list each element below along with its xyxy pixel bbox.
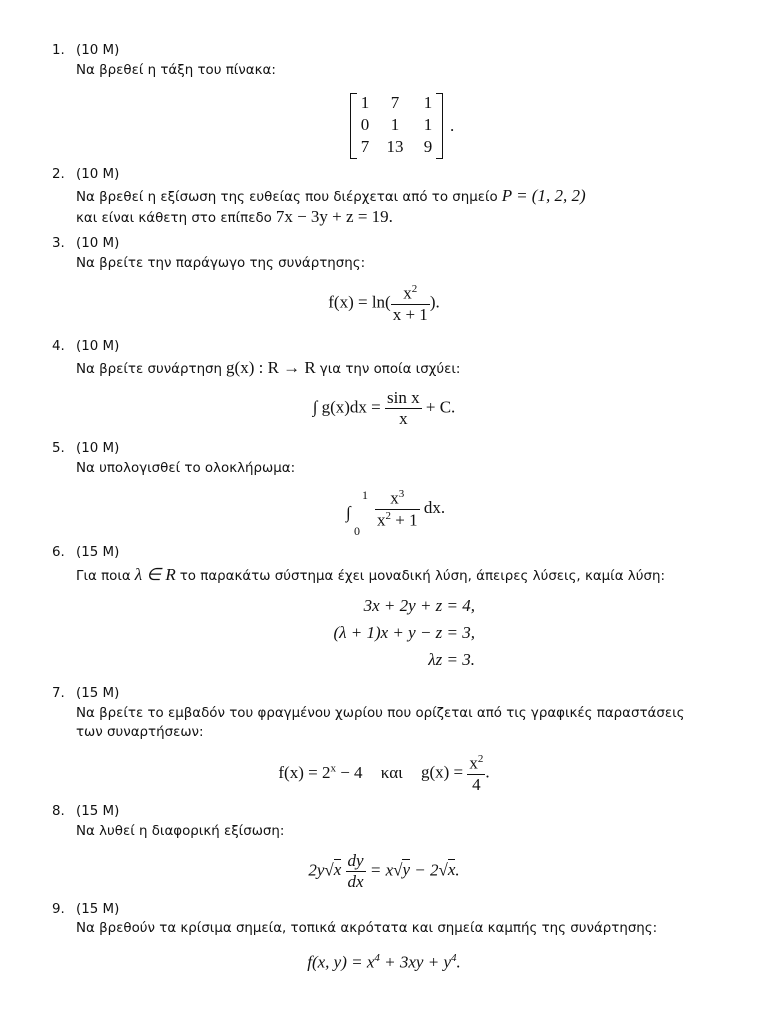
problem-7-text: Να βρείτε το εμβαδόν του φραγμένου χωρίου που ορίζεται από τις γραφικές παραστάσεις: [76, 706, 685, 721]
matrix-cell: 1: [360, 93, 370, 112]
sqrt-y: √y: [393, 860, 411, 880]
matrix-period: .: [450, 116, 455, 135]
problem-1-text: Να βρεθεί η τάξη του πίνακα:: [76, 63, 276, 78]
system-row-3: λz = 3.: [428, 650, 475, 669]
matrix-cell: 1: [390, 115, 400, 134]
eq8-mid: = x: [369, 860, 394, 880]
system-row-2: (λ + 1)x + y − z = 3,: [333, 623, 475, 642]
eq3-period: .: [435, 292, 440, 312]
function-signature: g(x) : R → R: [226, 358, 316, 377]
eq4-numerator: sin x: [387, 388, 420, 407]
problem-8-number: 8.: [52, 804, 65, 819]
integral-sign: ∫: [346, 503, 351, 522]
problem-2-marks: (10 M): [76, 167, 120, 182]
problem-5-text: Να υπολογισθεί το ολοκλήρωμα:: [76, 461, 296, 476]
matrix-cell: 1: [423, 115, 433, 134]
eq4-integrand: g(x)dx =: [321, 397, 381, 417]
problem-2-text-2: και είναι κάθετη στο επίπεδο: [76, 211, 272, 226]
equation-7: [0, 753, 768, 795]
lambda-condition: λ ∈ R: [134, 565, 176, 584]
eq7-fraction: [467, 753, 485, 795]
integral-lower-limit: 0: [354, 524, 360, 538]
problem-7-text-2: των συναρτήσεων:: [76, 725, 204, 740]
point-p: P = (1, 2, 2): [501, 186, 586, 205]
eq3-open-paren: (: [385, 292, 391, 312]
eq7-f: $f(x) = 2^x - 4$: [278, 762, 363, 782]
sqrt-x-1: √x: [324, 860, 342, 880]
eq4-denominator: x: [385, 408, 422, 429]
problem-1-marks: (10 M): [76, 43, 120, 58]
problem-4-text: Να βρείτε συνάρτηση: [76, 362, 223, 377]
problem-7-marks: (15 M): [76, 686, 120, 701]
matrix-cell: 7: [360, 137, 370, 156]
problem-9-number: 9.: [52, 902, 65, 917]
eq8-fraction: [346, 851, 366, 892]
problem-5-number: 5.: [52, 441, 65, 456]
problem-9-text: Να βρεθούν τα κρίσιμα σημεία, τοπικά ακρότατα και σημεία καμπής της συνάρτησης:: [76, 921, 658, 936]
problem-2-number: 2.: [52, 167, 65, 182]
problem-3-marks: (10 M): [76, 236, 120, 251]
problem-4-text-2: για την οποία ισχύει:: [319, 362, 461, 377]
problem-9-marks: (15 M): [76, 902, 120, 917]
problem-2-line1: [76, 186, 586, 206]
eq8-period: .: [455, 860, 460, 880]
eq7-g: g(x) =: [420, 762, 464, 782]
eq8-mid2: − 2: [414, 860, 439, 880]
integral-upper-limit: 1: [362, 488, 368, 502]
eq4-fraction: [385, 388, 422, 429]
problem-8-text: Να λυθεί η διαφορική εξίσωση:: [76, 824, 285, 839]
eq8-denominator: dx: [347, 872, 364, 891]
eq3-numerator: $x^2$: [403, 283, 418, 303]
eq3-fraction: [391, 283, 430, 325]
matrix-cell: 7: [390, 93, 400, 112]
problem-3-number: 3.: [52, 236, 65, 251]
eq7-period: .: [485, 762, 490, 782]
eq5-denominator: $x^2 + 1$: [377, 509, 418, 530]
eq7-conjunction: και: [380, 762, 403, 782]
eq5-fraction: [375, 488, 420, 530]
problem-1-number: 1.: [52, 43, 65, 58]
equation-8: [0, 851, 768, 892]
problem-3-text: Να βρείτε την παράγωγο της συνάρτησης:: [76, 256, 366, 271]
matrix-cell: 13: [386, 137, 404, 156]
integral-sign: ∫: [312, 397, 318, 417]
eq3-lhs: f(x) = ln: [328, 292, 386, 312]
problem-6-line1: [76, 565, 665, 585]
equation-9: f(x, $y) = x^4 + 3xy + y^4$.: [307, 952, 461, 972]
eq3-close-paren: ): [429, 292, 436, 312]
problem-6-marks: (15 M): [76, 545, 120, 560]
matrix-cell: 9: [423, 137, 433, 156]
matrix-cell: 0: [360, 115, 370, 134]
eq7-denominator: 4: [467, 774, 485, 795]
problem-7-number: 7.: [52, 686, 65, 701]
problem-4-line1: [76, 358, 460, 378]
problem-2-line2: [76, 207, 393, 227]
equation-3: [0, 283, 768, 325]
sqrt-x-2: √x: [438, 860, 456, 880]
problem-4-number: 4.: [52, 339, 65, 354]
eq3-denominator: x + 1: [392, 304, 428, 324]
problem-6-text-2: το παρακάτω σύστημα έχει μοναδική λύση, άπειρες λύσεις, καμία λύση:: [179, 569, 665, 584]
problem-6-text: Για ποια: [76, 569, 131, 584]
eq5-numerator: $x^3$: [390, 488, 405, 508]
eq5-tail: dx.: [423, 498, 446, 518]
eq7-numerator: $x^2$: [469, 753, 484, 773]
problem-8-marks: (15 M): [76, 804, 120, 819]
eq8-numerator: dy: [347, 851, 364, 870]
matrix: [350, 93, 443, 159]
plane-equation: 7x − 3y + z = 19.: [275, 207, 393, 226]
eq8-pre: 2y: [308, 860, 325, 880]
problem-2-text: Να βρεθεί η εξίσωση της ευθείας που διέρχεται από το σημείο: [76, 190, 498, 205]
equation-4: [0, 388, 768, 429]
system-row-1: 3x + 2y + z = 4,: [363, 596, 475, 615]
problem-4-marks: (10 M): [76, 339, 120, 354]
problem-6-number: 6.: [52, 545, 65, 560]
matrix-cell: 1: [423, 93, 433, 112]
eq4-tail: + C.: [425, 397, 456, 417]
problem-5-marks: (10 M): [76, 441, 120, 456]
equation-5: [375, 488, 445, 530]
